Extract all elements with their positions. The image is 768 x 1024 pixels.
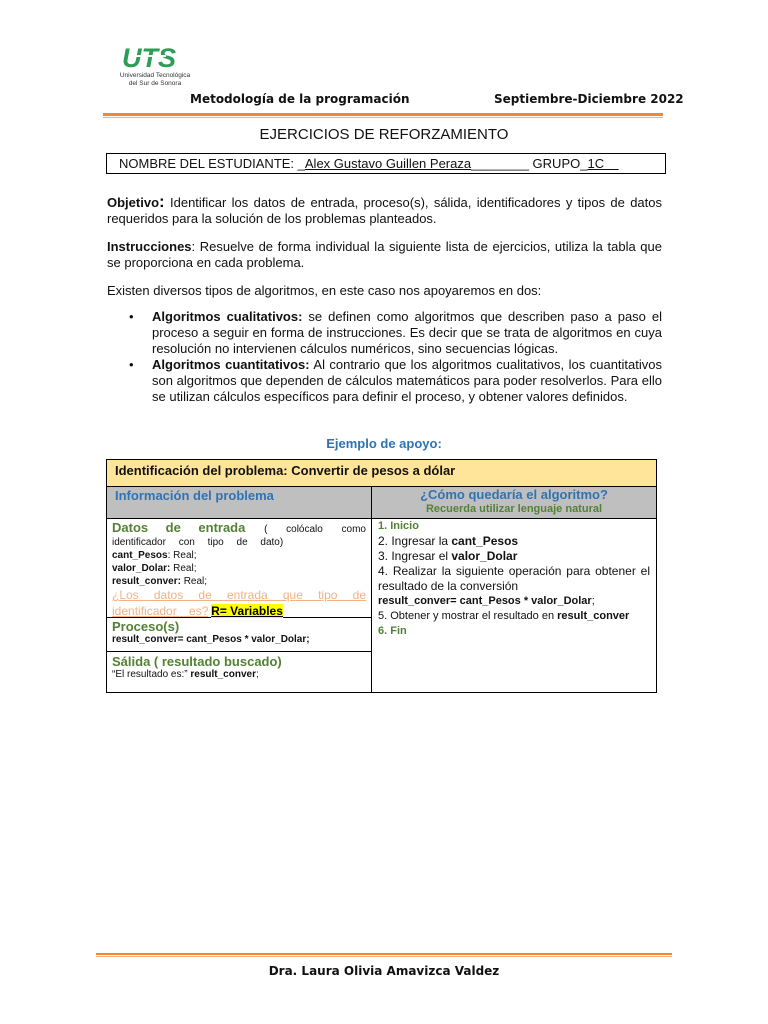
datos-heading: Datos de entrada [112, 520, 246, 535]
footer-divider [96, 953, 672, 955]
footer-author: Dra. Laura Olivia Amavizca Valdez [268, 964, 500, 978]
header-divider-thin [103, 117, 663, 118]
objetivo-text: Identificar los datos de entrada, proceso(s), sálida, identificadores y tipos de datos requeridos para la solución de los problemas planteados. [107, 195, 662, 226]
bullet-text: Al contrario que los algoritmos cualitativos, los cuantitativos son algoritmos que dependen de cálculos matemáticos para poder resolverlos. Para ello se utilizan cálculos específicos para definir el proceso, y obtener valores definidos. [152, 357, 662, 404]
group-label: GRUPO [528, 156, 581, 171]
var-type: Real; [173, 563, 197, 574]
proceso-section [107, 618, 371, 652]
var-type: Real; [173, 550, 197, 561]
logo-subtitle [109, 72, 201, 87]
var-name: cant_Pesos [112, 550, 168, 561]
step-5-var: result_conver [557, 610, 630, 622]
var-line [112, 549, 366, 562]
salida-line [112, 668, 366, 681]
student-name-suffix: ________ [471, 156, 529, 171]
salida-end: ; [255, 669, 259, 680]
table-body-row [107, 519, 656, 692]
course-name: Metodología de la programación [190, 92, 410, 106]
step-5-text: 5. Obtener y mostrar el resultado en [378, 610, 558, 622]
step-4-formula: result_conver= cant_Pesos * valor_Dolar [378, 595, 592, 607]
answer-highlight: R= Variables [211, 604, 283, 618]
student-name: Alex Gustavo Guillen Peraza [304, 156, 472, 171]
step-4: 4. Realizar la siguiente operación para obtener el resultado de la conversión [378, 564, 650, 593]
step-4-end: ; [591, 595, 595, 607]
header-info: Información del problema [107, 487, 372, 518]
logo-text: UTS [122, 44, 176, 70]
group-value: 1C [587, 156, 605, 171]
header-algorithm-sub: Recuerda utilizar lenguaje natural [425, 503, 603, 515]
salida-var: result_conver [190, 669, 256, 680]
question-text: ¿Los datos de entrada que tipo de identificador es? [112, 588, 366, 618]
intro-paragraph: Existen diversos tipos de algoritmos, en este caso nos apoyaremos en dos: [107, 283, 542, 298]
proceso-formula: result_conver= cant_Pesos * valor_Dolar; [112, 634, 310, 645]
proceso-heading: Proceso(s) [112, 619, 180, 634]
bullet-label: Algoritmos cualitativos: [152, 309, 303, 324]
algorithm-column [372, 519, 656, 692]
table-title: Identificación del problema: Convertir de pesos a dólar [107, 460, 656, 487]
var-name: valor_Dolar: [112, 563, 171, 574]
instrucciones-text: : Resuelve de forma individual la siguiente lista de ejercicios, utiliza la tabla que se proporciona en cada problema. [107, 239, 662, 270]
step-2-var: cant_Pesos [451, 534, 519, 548]
var-line [112, 575, 366, 588]
group-suffix: __ [604, 156, 619, 171]
bullet-label: Algoritmos cuantitativos: [152, 357, 310, 372]
instrucciones-label: Instrucciones [107, 239, 192, 254]
page-title: EJERCICIOS DE REFORZAMIENTO [259, 126, 509, 143]
step-3 [378, 549, 650, 564]
step-3-var: valor_Dolar [451, 549, 518, 563]
header-divider [103, 113, 663, 116]
datos-heading-line [112, 521, 366, 549]
datos-section [107, 519, 371, 618]
step-2-text: 2. Ingresar la [378, 534, 452, 548]
algorithm-types-list [107, 309, 662, 405]
student-box [106, 153, 666, 174]
footer-divider-thin [96, 956, 672, 957]
step-5 [378, 609, 650, 624]
group-prefix: _ [580, 156, 588, 171]
example-table [106, 459, 657, 693]
bullet-icon: • [129, 309, 134, 324]
example-heading: Ejemplo de apoyo: [326, 436, 442, 451]
step-2 [378, 534, 650, 549]
salida-text: “El resultado es:” [112, 669, 191, 680]
student-name-prefix: _ [297, 156, 305, 171]
uts-logo [120, 44, 200, 70]
logo-sub-line2: del Sur de Sonora [128, 79, 182, 87]
datos-note: ( colócalo como identificador con tipo de dato) [112, 524, 366, 548]
list-item [107, 357, 662, 405]
step-1: 1. Inicio [378, 520, 419, 532]
step-6: 6. Fin [378, 625, 407, 637]
student-label: NOMBRE DEL ESTUDIANTE: [119, 156, 298, 171]
salida-section [107, 652, 371, 683]
instrucciones-paragraph [107, 239, 662, 271]
salida-heading: Sálida ( resultado buscado) [112, 654, 282, 669]
objetivo-label: Objetivo [107, 195, 160, 210]
info-column [107, 519, 372, 692]
var-line [112, 562, 366, 575]
header-algorithm [372, 487, 656, 518]
table-header-row [107, 487, 656, 519]
step-4-formula-line [378, 594, 650, 609]
step-3-text: 3. Ingresar el [378, 549, 452, 563]
list-item [107, 309, 662, 357]
bullet-icon: • [129, 357, 134, 372]
objetivo-colon: : [159, 192, 165, 211]
objetivo-paragraph [107, 194, 662, 227]
header-algorithm-title: ¿Cómo quedaría el algoritmo? [420, 487, 608, 502]
var-name: result_conver: [112, 576, 181, 587]
period: Septiembre-Diciembre 2022 [494, 92, 684, 106]
logo-sub-line1: Universidad Tecnológica [119, 72, 191, 79]
var-type: Real; [183, 576, 208, 587]
question-line [112, 588, 366, 620]
bullet-text: se definen como algoritmos que describen paso a paso el proceso a seguir en forma de instrucciones. Es decir que se trata de algoritmos en cuya resolución no intervienen cálculos numéricos, sino secuencias lógicas. [152, 309, 662, 356]
var-sep: : [167, 550, 174, 561]
